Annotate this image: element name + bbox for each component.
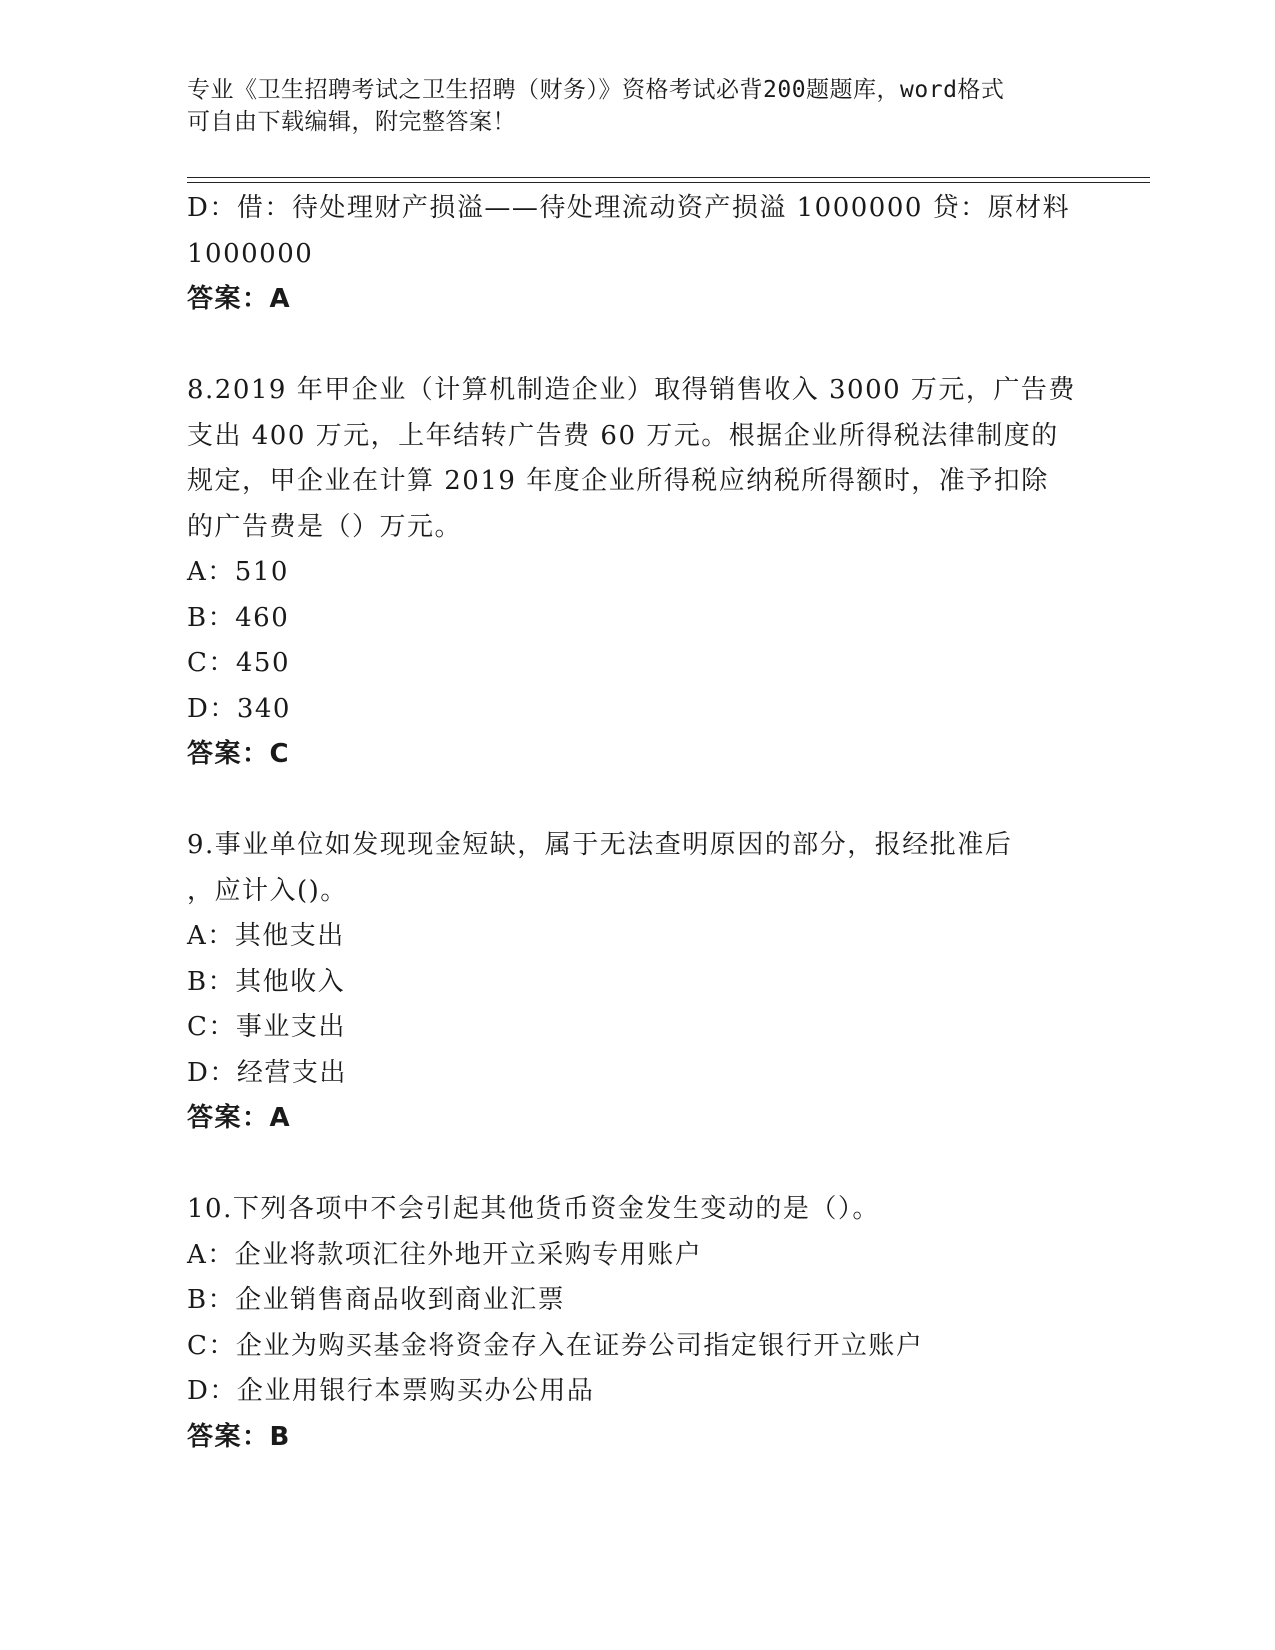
question-stem: 8.2019 年甲企业（计算机制造企业）取得销售收入 3000 万元，广告费: [187, 375, 1076, 405]
question-spacer: [187, 1142, 1087, 1188]
option-b: B：企业销售商品收到商业汇票: [187, 1285, 566, 1315]
option-c: C：事业支出: [187, 1012, 346, 1042]
option-d: D：借：待处理财产损溢——待处理流动资产损溢 1000000 贷：原材料: [187, 193, 1071, 223]
option-b: B：460: [187, 602, 290, 633]
option-a: A：其他支出: [187, 921, 345, 951]
question-10: [187, 1187, 1087, 1460]
question-9: [187, 823, 1087, 1142]
answer-label: 答案：A: [187, 1103, 292, 1133]
option-d-continued: 1000000: [187, 238, 314, 269]
option-d: D：340: [187, 693, 291, 724]
option-c: C：企业为购买基金将资金存入在证券公司指定银行开立账户: [187, 1330, 924, 1361]
previous-question-tail: [187, 186, 1087, 323]
question-stem: 9.事业单位如发现现金短缺，属于无法查明原因的部分，报经批准后: [187, 830, 1013, 860]
answer-label: 答案：B: [187, 1421, 291, 1452]
question-stem: 规定，甲企业在计算 2019 年度企业所得税应纳税所得额时，准予扣除: [187, 466, 1049, 496]
header-title-line-1: 专业《卫生招聘考试之卫生招聘（财务）》资格考试必背200题题库，word格式: [187, 77, 1005, 103]
header-rule-top: [187, 177, 1150, 178]
header-rule-bottom: [187, 182, 1150, 183]
header-title-line-2: 可自由下载编辑，附完整答案！: [187, 109, 516, 135]
question-stem: 的广告费是（）万元。: [187, 511, 463, 542]
option-d: D：经营支出: [187, 1057, 347, 1088]
question-spacer: [187, 323, 1087, 369]
option-d: D：企业用银行本票购买办公用品: [187, 1376, 595, 1406]
question-stem: ，应计入()。: [187, 875, 348, 906]
option-c: C：450: [187, 648, 291, 678]
option-a: A：企业将款项汇往外地开立采购专用账户: [187, 1239, 703, 1270]
option-a: A：510: [187, 557, 289, 587]
question-content: [187, 186, 1087, 1460]
option-b: B：其他收入: [187, 966, 346, 997]
question-stem: 10.下列各项中不会引起其他货币资金发生变动的是（）。: [187, 1194, 880, 1224]
question-stem: 支出 400 万元，上年结转广告费 60 万元。根据企业所得税法律制度的: [187, 420, 1059, 451]
question-spacer: [187, 778, 1087, 824]
answer-label: 答案：A: [187, 284, 292, 314]
answer-label: 答案：C: [187, 739, 291, 769]
question-8: [187, 368, 1087, 778]
document-header: [187, 74, 1067, 138]
